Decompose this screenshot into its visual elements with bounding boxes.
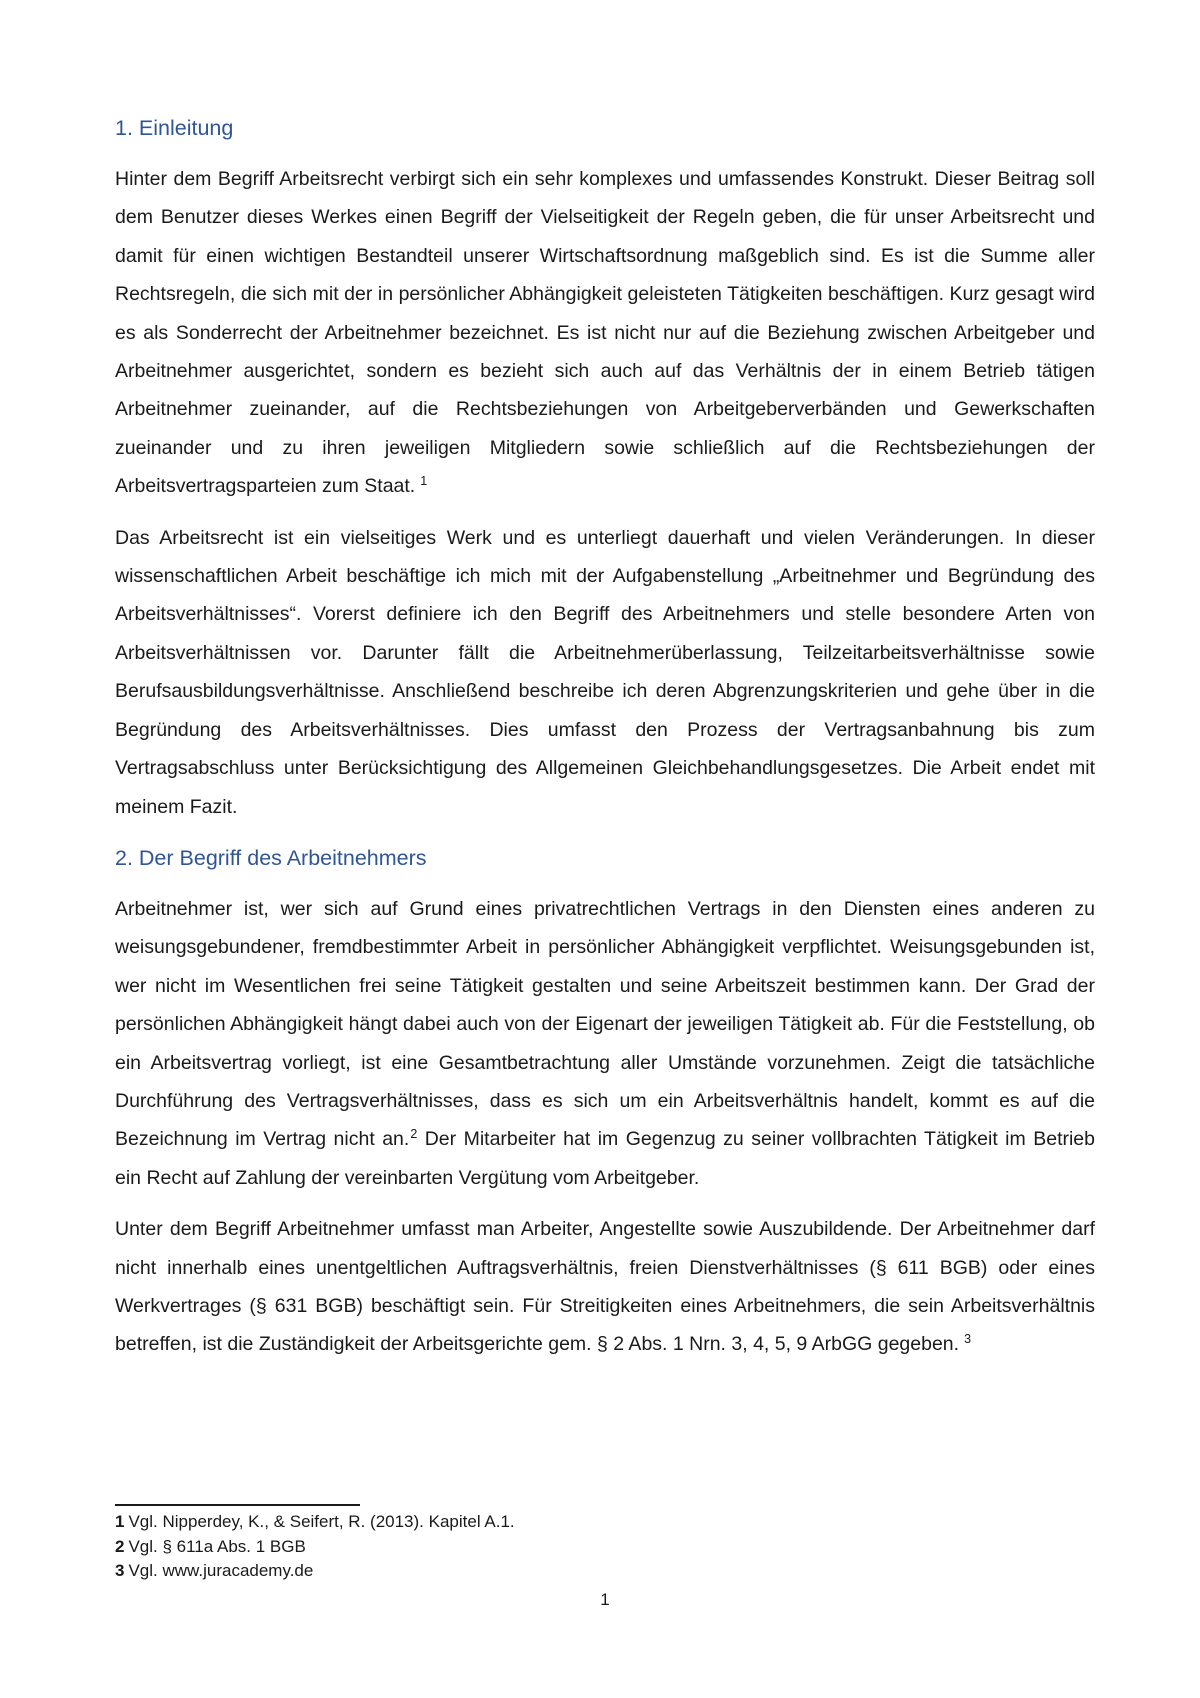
- paragraph-text: Unter dem Begriff Arbeitnehmer umfasst man Arbeiter, Angestellte sowie Auszubildende. Der Arbeitnehmer darf nicht innerhalb eines unentgeltlichen Auftragsverhältnis, freien Dienstverhältnisses (§ 611 BGB) oder eines Werkvertrages (§ 631 BGB) beschäftigt sein. Für Streitigkeiten eines Arbeitnehmers, die sein Arbeitsverhältnis betreffen, ist die Zuständigkeit der Arbeitsgerichte gem. § 2 Abs. 1 Nrn. 3, 4, 5, 9 ArbGG gegeben.: [115, 1218, 1095, 1356]
- footnote-number: 2: [115, 1536, 125, 1556]
- footnote: [115, 1535, 1095, 1560]
- paragraph-text: Arbeitnehmer ist, wer sich auf Grund eines privatrechtlichen Vertrags in den Diensten eines anderen zu weisungsgebundener, fremdbestimmter Arbeit in persönlicher Abhängigkeit verpflichtet. Weisungsgebunden ist, wer nicht im Wesentlichen frei seine Tätigkeit gestalten und seine Arbeitszeit bestimmen kann. Der Grad der persönlichen Abhängigkeit hängt dabei auch von der Eigenart der jeweiligen Tätigkeit ab. Für die Feststellung, ob ein Arbeitsvertrag vorliegt, ist eine Gesamtbetrachtung aller Umstände vorzunehmen. Zeigt die tatsächliche Durchführung des Vertragsverhältnisses, dass es sich um ein Arbeitsverhältnis handelt, kommt es auf die Bezeichnung im Vertrag nicht an.: [115, 897, 1095, 1151]
- paragraph: [115, 160, 1095, 506]
- footnote-number: 1: [115, 1512, 125, 1531]
- paragraph: [115, 519, 1095, 826]
- footnote-reference[interactable]: 1: [420, 474, 428, 489]
- paragraph-text: Hinter dem Begriff Arbeitsrecht verbirgt sich ein sehr komplexes und umfassendes Konstrukt. Dieser Beitrag soll dem Benutzer dieses Werkes einen Begriff der Vielseitigkeit der Regeln geben, die für unser Arbeitsrecht und damit für einen wichtigen Bestandteil unserer Wirtschaftsordnung maßgeblich sind. Es ist die Summe aller Rechtsregeln, die sich mit der in persönlicher Abhängigkeit geleisteten Tätigkeiten beschäftigen. Kurz gesagt wird es als Sonderrecht der Arbeitnehmer bezeichnet. Es ist nicht nur auf die Beziehung zwischen Arbeitgeber und Arbeitnehmer ausgerichtet, sondern es bezieht sich auch auf das Verhältnis der in einem Betrieb tätigen Arbeitnehmer zueinander, auf die Rechtsbeziehungen von Arbeitgeberverbänden und Gewerkschaften zueinander und zu ihren jeweiligen Mitgliedern sowie schließlich auf die Rechtsbeziehungen der Arbeitsvertragsparteien zum Staat.: [115, 168, 1095, 498]
- footnote-reference[interactable]: 3: [964, 1332, 972, 1347]
- paragraph: [115, 1210, 1095, 1364]
- footnote-reference[interactable]: 2: [410, 1127, 418, 1142]
- page-number: 1: [600, 1590, 610, 1609]
- footnote: [115, 1510, 1095, 1535]
- section-heading-begriff-arbeitnehmer: 2. Der Begriff des Arbeitnehmers: [115, 845, 427, 870]
- footnote-text: Vgl. § 611a Abs. 1 BGB: [128, 1536, 306, 1556]
- footnote-text: Vgl. Nipperdey, K., & Seifert, R. (2013). Kapitel A.1.: [128, 1512, 515, 1531]
- section-heading-einleitung: 1. Einleitung: [115, 116, 234, 140]
- footnote: [115, 1559, 1095, 1584]
- footnotes: [115, 1510, 1095, 1584]
- page-body: [115, 108, 1095, 1377]
- footnote-separator: [115, 1504, 360, 1506]
- footnote-number: 3: [115, 1561, 125, 1580]
- paragraph: [115, 890, 1095, 1197]
- footnote-text: Vgl. www.juracademy.de: [128, 1561, 314, 1580]
- paragraph-text: Das Arbeitsrecht ist ein vielseitiges Werk und es unterliegt dauerhaft und vielen Veränderungen. In dieser wissenschaftlichen Arbeit beschäftige ich mich mit der Aufgabenstellung „Arbeitnehmer und Begründung des Arbeitsverhältnisses“. Vorerst definiere ich den Begriff des Arbeitnehmers und stelle besondere Arten von Arbeitsverhältnissen vor. Darunter fällt die Arbeitnehmerüberlassung, Teilzeitarbeitsverhältnisse sowie Berufsausbildungsverhältnisse. Anschließend beschreibe ich deren Abgrenzungskriterien und gehe über in die Begründung des Arbeitsverhältnisses. Dies umfasst den Prozess der Vertragsanbahnung bis zum Vertragsabschluss unter Berücksichtigung des Allgemeinen Gleichbehandlungsgesetzes. Die Arbeit endet mit meinem Fazit.: [115, 526, 1095, 818]
- paragraph-text: Der Mitarbeiter hat im Gegenzug zu seiner vollbrachten Tätigkeit im Betrieb ein Recht auf Zahlung der vereinbarten Vergütung vom Arbeitgeber.: [115, 1128, 1095, 1189]
